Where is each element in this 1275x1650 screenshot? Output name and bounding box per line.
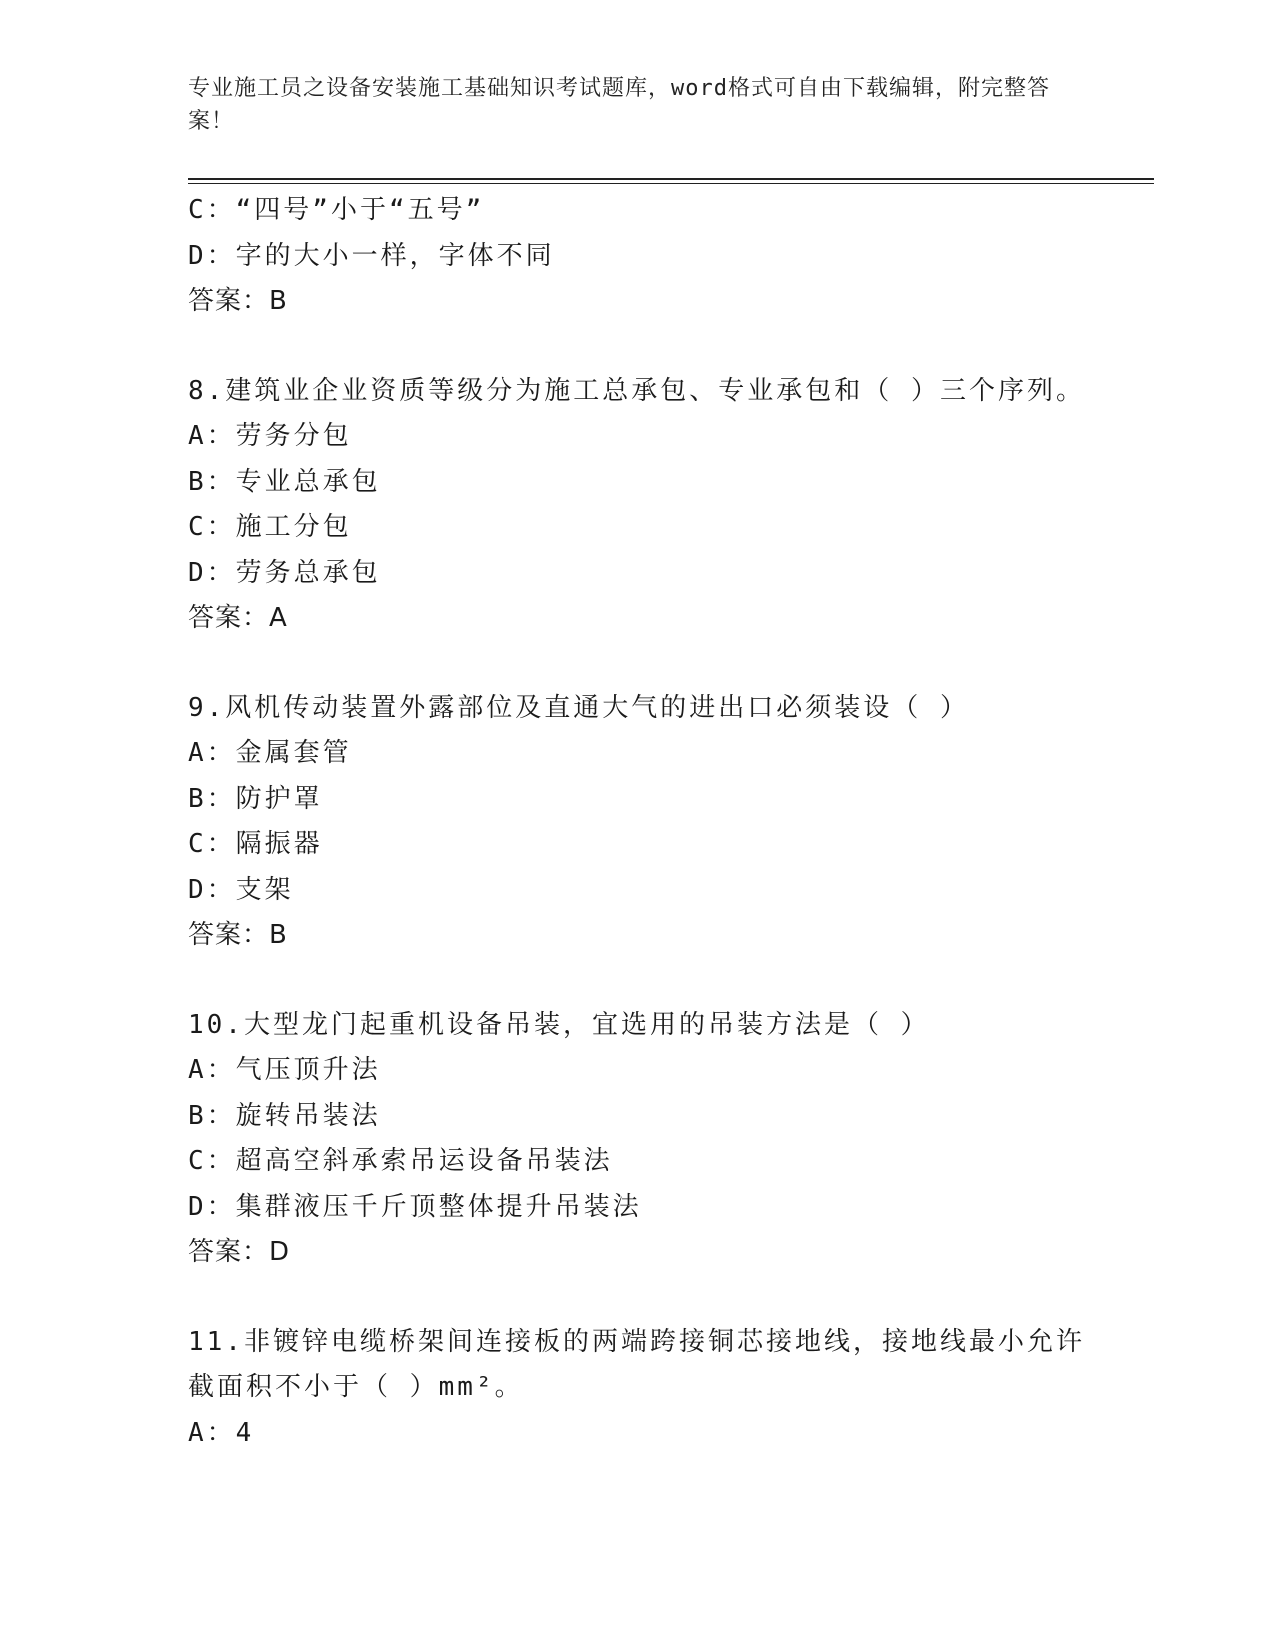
option-a: A：4	[188, 1417, 255, 1448]
document-header: 专业施工员之设备安装施工基础知识考试题库，word格式可自由下载编辑，附完整答案！	[188, 76, 1050, 134]
option-d: D：字的大小一样，字体不同	[188, 240, 555, 271]
question-10-text: 10.大型龙门起重机设备吊装，宜选用的吊装方法是（ ）	[188, 1009, 930, 1040]
question-gap	[188, 642, 1088, 686]
option-a: A：气压顶升法	[188, 1055, 381, 1085]
option-b: B：防护罩	[188, 783, 323, 814]
option-c: C：超高空斜承索吊运设备吊装法	[188, 1146, 613, 1176]
option-c: C：隔振器	[188, 829, 323, 859]
question-9-text: 9.风机传动装置外露部位及直通大气的进出口必须装设（ ）	[188, 692, 969, 723]
option-d: D：劳务总承包	[188, 557, 381, 588]
question-gap	[188, 325, 1088, 369]
header-rule-thin	[188, 183, 1154, 184]
question-8-text: 8.建筑业企业资质等级分为施工总承包、专业承包和（ ）三个序列。	[188, 375, 1085, 406]
question-list	[188, 188, 1088, 1456]
question-11-text-line2: 截面积不小于（ ）mm²。	[188, 1372, 524, 1402]
question-gap	[188, 959, 1088, 1003]
answer: 答案：D	[188, 1237, 291, 1267]
answer: 答案：B	[188, 920, 288, 950]
option-a: A：劳务分包	[188, 421, 352, 451]
option-b: B：专业总承包	[188, 466, 381, 497]
option-a: A：金属套管	[188, 738, 352, 768]
option-b: B：旋转吊装法	[188, 1100, 381, 1131]
answer: 答案：A	[188, 603, 288, 633]
question-11-text-line1: 11.非镀锌电缆桥架间连接板的两端跨接铜芯接地线，接地线最小允许	[188, 1326, 1085, 1357]
header-rule-thick	[188, 178, 1154, 180]
option-c: C：施工分包	[188, 512, 352, 542]
option-c: C：“四号”小于“五号”	[188, 195, 485, 225]
question-gap	[188, 1276, 1088, 1320]
answer: 答案：B	[188, 286, 288, 316]
option-d: D：集群液压千斤顶整体提升吊装法	[188, 1191, 642, 1222]
option-d: D：支架	[188, 874, 294, 905]
